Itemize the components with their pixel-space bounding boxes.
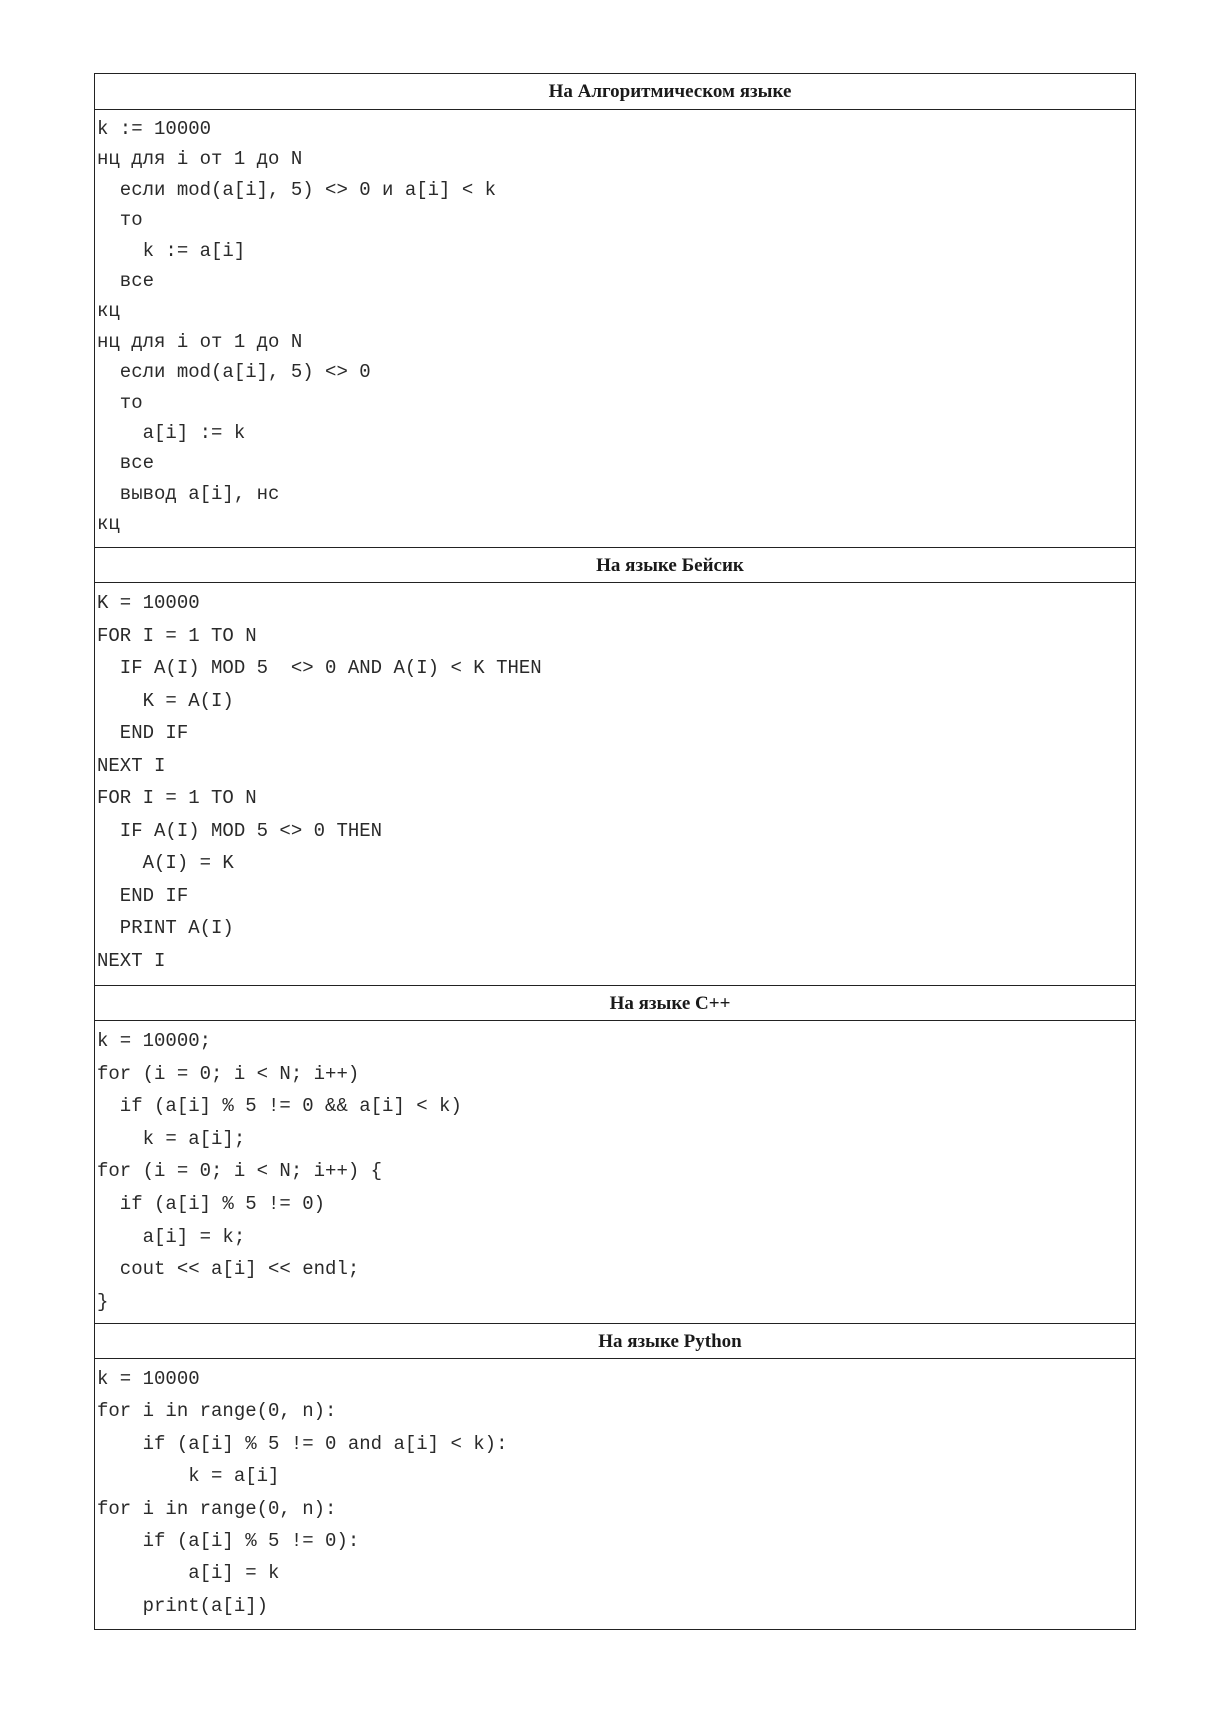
- code-line: END IF: [97, 884, 189, 907]
- code-line: вывод a[i], нс: [97, 482, 280, 505]
- code-line: k := a[i]: [97, 239, 246, 262]
- code-line: то: [97, 391, 143, 414]
- code-line: кц: [97, 513, 120, 536]
- code-line: for i in range(0, n):: [97, 1497, 337, 1520]
- section-algorithmic: [95, 74, 1135, 547]
- code-line: все: [97, 269, 155, 292]
- code-line: FOR I = 1 TO N: [97, 787, 257, 809]
- code-block-basic: [95, 583, 1135, 985]
- code-line: for (i = 0; i < N; i++): [97, 1062, 360, 1085]
- code-line: if (a[i] % 5 != 0): [97, 1192, 326, 1215]
- code-line: k = 10000;: [97, 1030, 212, 1052]
- code-line: k = a[i]: [97, 1465, 280, 1488]
- code-line: IF A(I) MOD 5 <> 0 AND A(I) < K THEN: [97, 657, 542, 679]
- code-line: PRINT A(I): [97, 917, 234, 939]
- code-line: END IF: [97, 722, 189, 744]
- section-title: На Алгоритмическом языке: [95, 74, 1135, 110]
- code-line: K = 10000: [97, 592, 200, 614]
- section-title: На языке Бейсик: [95, 547, 1135, 583]
- section-title: На языке C++: [95, 985, 1135, 1021]
- code-line: FOR I = 1 TO N: [97, 624, 257, 647]
- code-line: то: [97, 209, 143, 232]
- code-block-python: [95, 1359, 1135, 1629]
- code-line: }: [97, 1290, 109, 1313]
- code-line: K = A(I): [97, 689, 234, 712]
- code-line: for (i = 0; i < N; i++) {: [97, 1160, 383, 1183]
- code-line: cout << a[i] << endl;: [97, 1258, 360, 1281]
- code-block-cpp: [95, 1021, 1135, 1323]
- section-basic: [95, 547, 1135, 985]
- code-line: все: [97, 452, 155, 475]
- code-line: if (a[i] % 5 != 0):: [97, 1529, 360, 1552]
- code-line: print(a[i]): [97, 1594, 269, 1617]
- code-line: A(I) = K: [97, 852, 234, 874]
- code-line: IF A(I) MOD 5 <> 0 THEN: [97, 819, 383, 842]
- code-line: если mod(a[i], 5) <> 0 и a[i] < k: [97, 178, 497, 201]
- code-line: a[i] := k: [97, 421, 246, 444]
- code-line: if (a[i] % 5 != 0 and a[i] < k):: [97, 1432, 508, 1455]
- code-line: NEXT I: [97, 754, 166, 777]
- code-block-algorithmic: [95, 110, 1135, 547]
- code-comparison-table: [94, 73, 1136, 1630]
- section-title: На языке Python: [95, 1323, 1135, 1359]
- code-line: кц: [97, 300, 120, 323]
- code-line: k = a[i];: [97, 1127, 246, 1150]
- code-line: k := 10000: [97, 118, 212, 140]
- code-line: нц для i от 1 до N: [97, 330, 303, 353]
- section-python: [95, 1323, 1135, 1629]
- code-line: a[i] = k: [97, 1562, 280, 1585]
- code-line: k = 10000: [97, 1368, 200, 1390]
- code-line: for i in range(0, n):: [97, 1400, 337, 1423]
- code-line: NEXT I: [97, 949, 166, 972]
- code-line: если mod(a[i], 5) <> 0: [97, 361, 371, 384]
- code-line: if (a[i] % 5 != 0 && a[i] < k): [97, 1095, 462, 1118]
- code-line: a[i] = k;: [97, 1225, 246, 1248]
- code-line: нц для i от 1 до N: [97, 148, 303, 171]
- section-cpp: [95, 985, 1135, 1323]
